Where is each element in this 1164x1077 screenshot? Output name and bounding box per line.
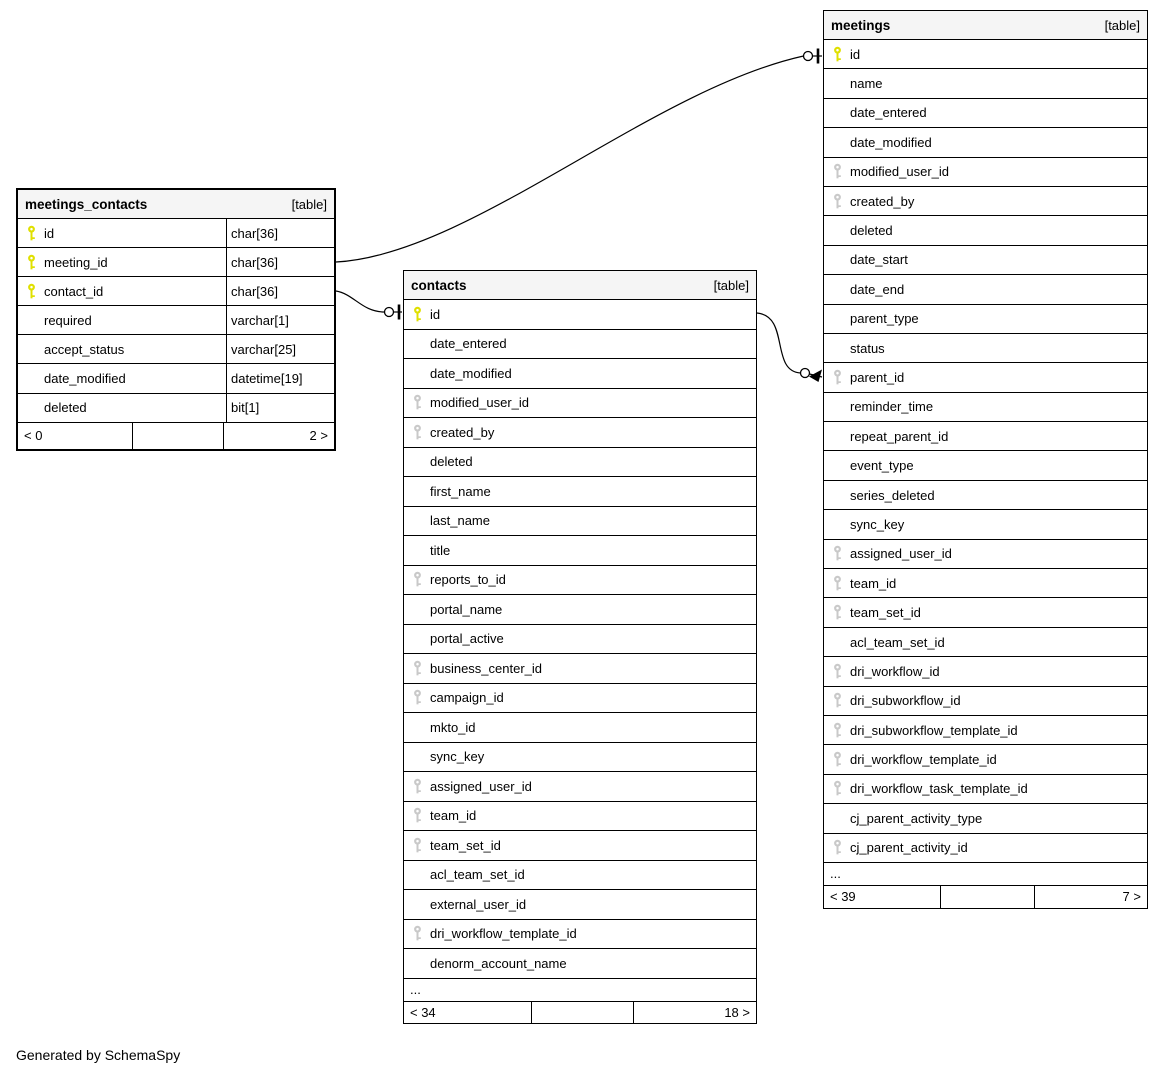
- foreign-key-icon: [413, 689, 422, 706]
- foreign-key-icon: [833, 839, 842, 856]
- key-cell: [404, 925, 430, 942]
- column-row: [824, 99, 1147, 128]
- column-row: [404, 536, 756, 566]
- foreign-key-icon: [833, 692, 842, 709]
- column-row: [824, 422, 1147, 451]
- foreign-key-icon: [413, 424, 422, 441]
- column-name: portal_name: [430, 601, 503, 617]
- column-row: [824, 834, 1147, 863]
- column-name: dri_workflow_task_template_id: [850, 781, 1028, 797]
- foreign-key-icon: [413, 394, 422, 411]
- column-row: [824, 481, 1147, 510]
- column-row: [18, 277, 334, 306]
- generator-credit: Generated by SchemaSpy: [16, 1047, 181, 1063]
- key-cell: [404, 689, 430, 706]
- column-row: [824, 275, 1147, 304]
- column-row: [18, 248, 334, 277]
- column-row: [18, 364, 334, 393]
- key-cell: [824, 163, 850, 180]
- key-cell: [824, 545, 850, 562]
- column-type: bit[1]: [226, 394, 334, 422]
- foreign-key-icon: [833, 780, 842, 797]
- column-row: [404, 507, 756, 537]
- column-name: id: [430, 306, 441, 322]
- foreign-key-icon: [833, 722, 842, 739]
- column-name: name: [850, 76, 883, 92]
- key-cell: [824, 604, 850, 621]
- footer-middle-cell: [132, 423, 224, 449]
- column-name: dri_subworkflow_template_id: [850, 722, 1018, 738]
- column-name: accept_status: [44, 341, 125, 357]
- column-row: [824, 804, 1147, 833]
- column-name: repeat_parent_id: [850, 428, 949, 444]
- column-row: [404, 743, 756, 773]
- column-name: team_id: [850, 575, 897, 591]
- key-cell: [824, 780, 850, 797]
- table-name[interactable]: contacts: [411, 277, 467, 293]
- column-row: [404, 684, 756, 714]
- column-name: mkto_id: [430, 719, 476, 735]
- edge-meetings_contacts-contact_id-to-contacts-id: [336, 291, 402, 320]
- primary-key-icon: [27, 225, 36, 242]
- column-row: [404, 595, 756, 625]
- foreign-key-icon: [833, 751, 842, 768]
- column-row: [404, 831, 756, 861]
- key-cell: [404, 837, 430, 854]
- column-name: contact_id: [44, 283, 104, 299]
- column-name: title: [430, 542, 451, 558]
- column-row: [824, 69, 1147, 98]
- column-name: modified_user_id: [850, 164, 950, 180]
- column-name: assigned_user_id: [430, 778, 532, 794]
- table-footer: [18, 423, 334, 449]
- column-name: dri_workflow_id: [850, 663, 940, 679]
- column-row: [824, 246, 1147, 275]
- column-row: [824, 334, 1147, 363]
- arrowhead: [809, 370, 822, 383]
- key-cell: [824, 369, 850, 386]
- column-row: [404, 713, 756, 743]
- column-name: modified_user_id: [430, 395, 530, 411]
- foreign-key-icon: [413, 807, 422, 824]
- column-row: [404, 330, 756, 360]
- key-cell: [404, 424, 430, 441]
- edge-contacts-id-to-meetings-parent_id: [757, 313, 822, 382]
- column-name: date_modified: [44, 371, 126, 387]
- column-name: assigned_user_id: [850, 546, 952, 562]
- key-cell: [18, 225, 44, 242]
- column-name: created_by: [850, 193, 915, 209]
- column-name: last_name: [430, 513, 490, 529]
- column-row: [824, 187, 1147, 216]
- column-row: [824, 569, 1147, 598]
- key-cell: [404, 394, 430, 411]
- column-name: series_deleted: [850, 487, 935, 503]
- column-name: business_center_id: [430, 660, 543, 676]
- column-row: [824, 363, 1147, 392]
- column-name: dri_workflow_template_id: [850, 752, 997, 768]
- column-row: [18, 219, 334, 248]
- foreign-key-icon: [833, 663, 842, 680]
- key-cell: [824, 46, 850, 63]
- column-name: required: [44, 312, 92, 328]
- column-name: cj_parent_activity_id: [850, 840, 968, 856]
- primary-key-icon: [833, 46, 842, 63]
- column-row: [824, 451, 1147, 480]
- primary-key-icon: [27, 283, 36, 300]
- primary-key-icon: [27, 254, 36, 271]
- key-cell: [404, 571, 430, 588]
- column-row: [824, 305, 1147, 334]
- column-row: [404, 448, 756, 478]
- column-row: [404, 359, 756, 389]
- column-name: deleted: [850, 223, 893, 239]
- column-name: meeting_id: [44, 254, 108, 270]
- foreign-key-icon: [833, 575, 842, 592]
- column-name: reminder_time: [850, 399, 934, 415]
- key-cell: [404, 778, 430, 795]
- column-row: [404, 418, 756, 448]
- column-name: date_start: [850, 252, 908, 268]
- table-header: [18, 190, 334, 219]
- table-name[interactable]: meetings: [831, 17, 891, 33]
- key-cell: [824, 575, 850, 592]
- foreign-key-icon: [833, 604, 842, 621]
- column-name: date_modified: [850, 134, 932, 150]
- column-row: [824, 628, 1147, 657]
- column-name: team_set_id: [430, 837, 501, 853]
- foreign-key-icon: [413, 571, 422, 588]
- column-name: deleted: [430, 454, 473, 470]
- column-name: sync_key: [430, 749, 485, 765]
- column-row: [404, 389, 756, 419]
- column-name: first_name: [430, 483, 491, 499]
- column-row: [404, 566, 756, 596]
- column-row: [824, 745, 1147, 774]
- column-row: [404, 625, 756, 655]
- key-cell: [824, 839, 850, 856]
- column-type: varchar[25]: [226, 335, 334, 363]
- footer-parents-count: < 39: [830, 889, 856, 905]
- table-type-tag: [table]: [713, 277, 749, 293]
- key-cell: [824, 663, 850, 680]
- column-row: [824, 716, 1147, 745]
- column-name: date_modified: [430, 365, 512, 381]
- key-cell: [404, 660, 430, 677]
- column-row: [18, 335, 334, 364]
- foreign-key-icon: [413, 778, 422, 795]
- column-row: [404, 654, 756, 684]
- column-name: event_type: [850, 458, 914, 474]
- key-cell: [18, 283, 44, 300]
- column-name: portal_active: [430, 631, 504, 647]
- column-name: date_entered: [430, 336, 507, 352]
- column-row: [824, 158, 1147, 187]
- column-name: id: [850, 46, 861, 62]
- column-name: team_set_id: [850, 605, 921, 621]
- column-row: [18, 306, 334, 335]
- column-name: status: [850, 340, 885, 356]
- column-name: dri_workflow_template_id: [430, 926, 577, 942]
- table-header: [404, 271, 756, 300]
- column-name: date_end: [850, 281, 905, 297]
- footer-children-count: 7 >: [1034, 886, 1147, 908]
- column-name: created_by: [430, 424, 495, 440]
- column-name: denorm_account_name: [430, 955, 567, 971]
- column-type: varchar[1]: [226, 306, 334, 334]
- zero-cardinality-circle: [804, 52, 813, 61]
- edge-meetings_contacts-meeting_id-to-meetings-id: [336, 49, 822, 263]
- column-name: date_entered: [850, 105, 927, 121]
- table-node-meetings[interactable]: [823, 10, 1148, 909]
- column-name: team_id: [430, 808, 477, 824]
- footer-middle-cell: [940, 886, 1034, 908]
- column-row: [404, 300, 756, 330]
- column-type: char[36]: [226, 219, 334, 247]
- table-footer: [824, 886, 1147, 908]
- key-cell: [404, 807, 430, 824]
- table-header: [824, 11, 1147, 40]
- column-type: datetime[19]: [226, 364, 334, 392]
- key-cell: [824, 193, 850, 210]
- zero-cardinality-circle: [801, 369, 810, 378]
- table-node-contacts[interactable]: [403, 270, 757, 1024]
- column-name: reports_to_id: [430, 572, 506, 588]
- table-type-tag: [table]: [291, 196, 327, 212]
- foreign-key-icon: [833, 369, 842, 386]
- footer-children-count: 2 >: [223, 423, 334, 449]
- column-name: acl_team_set_id: [430, 867, 525, 883]
- column-row: [404, 920, 756, 950]
- column-name: sync_key: [850, 516, 905, 532]
- ellipsis-row: ...: [404, 979, 756, 1002]
- key-cell: [18, 254, 44, 271]
- column-row: [824, 657, 1147, 686]
- primary-key-icon: [413, 306, 422, 323]
- column-row: [404, 861, 756, 891]
- column-name: cj_parent_activity_type: [850, 810, 983, 826]
- column-row: [824, 687, 1147, 716]
- foreign-key-icon: [833, 193, 842, 210]
- column-row: [404, 890, 756, 920]
- zero-cardinality-circle: [385, 308, 394, 317]
- table-name[interactable]: meetings_contacts: [25, 196, 148, 212]
- footer-middle-cell: [531, 1002, 633, 1023]
- foreign-key-icon: [833, 163, 842, 180]
- column-name: external_user_id: [430, 896, 527, 912]
- column-row: [824, 40, 1147, 69]
- footer-parents-count: < 34: [410, 1004, 436, 1020]
- key-cell: [404, 306, 430, 323]
- column-row: [404, 477, 756, 507]
- ellipsis-row: ...: [824, 863, 1147, 886]
- column-name: id: [44, 225, 55, 241]
- footer-children-count: 18 >: [633, 1002, 756, 1023]
- column-name: campaign_id: [430, 690, 504, 706]
- foreign-key-icon: [413, 660, 422, 677]
- key-cell: [824, 692, 850, 709]
- column-row: [824, 393, 1147, 422]
- column-type: char[36]: [226, 248, 334, 276]
- column-type: char[36]: [226, 277, 334, 305]
- column-row: [824, 128, 1147, 157]
- column-row: [824, 510, 1147, 539]
- column-row: [824, 216, 1147, 245]
- column-name: deleted: [44, 400, 87, 416]
- table-type-tag: [table]: [1104, 17, 1140, 33]
- column-name: dri_subworkflow_id: [850, 693, 961, 709]
- column-row: [404, 802, 756, 832]
- column-name: acl_team_set_id: [850, 634, 945, 650]
- column-row: [824, 540, 1147, 569]
- foreign-key-icon: [413, 837, 422, 854]
- column-name: parent_id: [850, 369, 905, 385]
- foreign-key-icon: [833, 545, 842, 562]
- footer-parents-count: < 0: [24, 428, 43, 444]
- table-footer: [404, 1002, 756, 1023]
- key-cell: [824, 751, 850, 768]
- column-row: [404, 772, 756, 802]
- table-node-meetings_contacts[interactable]: [16, 188, 336, 451]
- column-row: [824, 775, 1147, 804]
- foreign-key-icon: [413, 925, 422, 942]
- column-name: parent_type: [850, 311, 919, 327]
- column-row: [404, 949, 756, 979]
- column-row: [824, 598, 1147, 627]
- key-cell: [824, 722, 850, 739]
- column-row: [18, 394, 334, 423]
